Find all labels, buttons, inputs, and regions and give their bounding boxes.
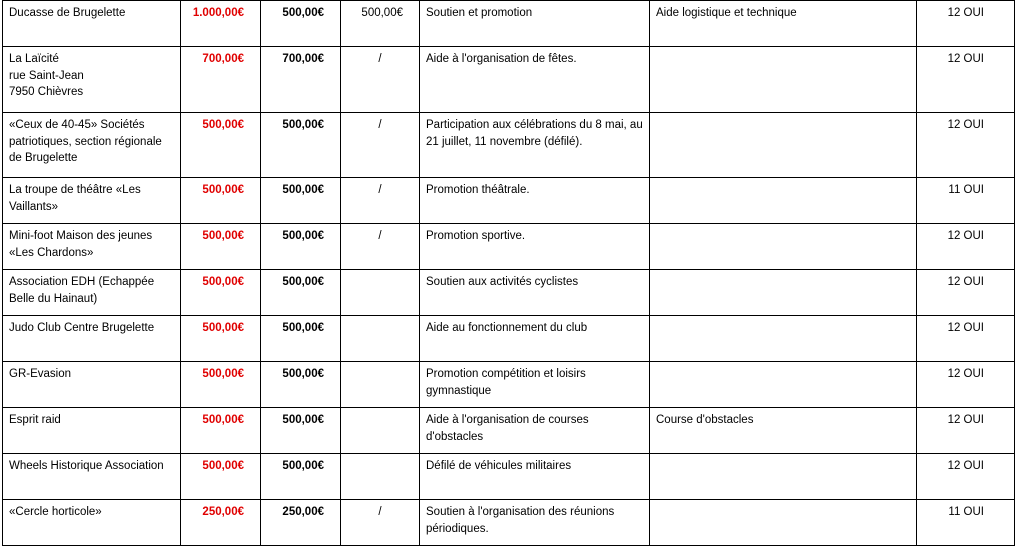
- requested-amount: 500,00€: [181, 362, 261, 408]
- subsidy-table: [2, 0, 1015, 546]
- table-row: [3, 224, 1015, 270]
- other-amount: [341, 454, 420, 500]
- vote-result: 12 OUI: [917, 270, 1015, 316]
- vote-result: 12 OUI: [917, 408, 1015, 454]
- proposed-amount: 500,00€: [261, 178, 341, 224]
- vote-result: 12 OUI: [917, 47, 1015, 113]
- remark-text: [650, 362, 917, 408]
- organization-name: Esprit raid: [3, 408, 181, 454]
- organization-name: La Laïcité rue Saint-Jean 7950 Chièvres: [3, 47, 181, 113]
- proposed-amount: 250,00€: [261, 500, 341, 546]
- proposed-amount: 500,00€: [261, 224, 341, 270]
- other-amount: [341, 408, 420, 454]
- table-row: [3, 362, 1015, 408]
- purpose-text: Soutien à l'organisation des réunions périodiques.: [420, 500, 650, 546]
- purpose-text: Aide au fonctionnement du club: [420, 316, 650, 362]
- proposed-amount: 500,00€: [261, 113, 341, 178]
- proposed-amount: 500,00€: [261, 270, 341, 316]
- vote-result: 12 OUI: [917, 316, 1015, 362]
- requested-amount: 500,00€: [181, 270, 261, 316]
- remark-text: [650, 178, 917, 224]
- requested-amount: 500,00€: [181, 113, 261, 178]
- proposed-amount: 500,00€: [261, 454, 341, 500]
- requested-amount: 500,00€: [181, 316, 261, 362]
- proposed-amount: 500,00€: [261, 408, 341, 454]
- purpose-text: Aide à l'organisation de courses d'obstacles: [420, 408, 650, 454]
- organization-name: Judo Club Centre Brugelette: [3, 316, 181, 362]
- proposed-amount: 500,00€: [261, 1, 341, 47]
- other-amount: [341, 316, 420, 362]
- table-row: [3, 316, 1015, 362]
- requested-amount: 700,00€: [181, 47, 261, 113]
- requested-amount: 1.000,00€: [181, 1, 261, 47]
- proposed-amount: 500,00€: [261, 362, 341, 408]
- vote-result: 12 OUI: [917, 362, 1015, 408]
- requested-amount: 500,00€: [181, 454, 261, 500]
- other-amount: 500,00€: [341, 1, 420, 47]
- organization-name: Association EDH (Echappée Belle du Hainaut): [3, 270, 181, 316]
- organization-name: La troupe de théâtre «Les Vaillants»: [3, 178, 181, 224]
- remark-text: Course d'obstacles: [650, 408, 917, 454]
- purpose-text: Défilé de véhicules militaires: [420, 454, 650, 500]
- purpose-text: Promotion sportive.: [420, 224, 650, 270]
- vote-result: 12 OUI: [917, 1, 1015, 47]
- table-row: [3, 408, 1015, 454]
- remark-text: [650, 270, 917, 316]
- other-amount: /: [341, 500, 420, 546]
- organization-name: «Ceux de 40-45» Sociétés patriotiques, section régionale de Brugelette: [3, 113, 181, 178]
- table-body: [3, 1, 1015, 546]
- table-row: [3, 178, 1015, 224]
- table-row: [3, 47, 1015, 113]
- requested-amount: 500,00€: [181, 178, 261, 224]
- table-row: [3, 113, 1015, 178]
- table-row: [3, 270, 1015, 316]
- purpose-text: Soutien et promotion: [420, 1, 650, 47]
- vote-result: 12 OUI: [917, 454, 1015, 500]
- requested-amount: 250,00€: [181, 500, 261, 546]
- organization-name: GR-Evasion: [3, 362, 181, 408]
- vote-result: 12 OUI: [917, 224, 1015, 270]
- remark-text: [650, 454, 917, 500]
- other-amount: /: [341, 113, 420, 178]
- proposed-amount: 500,00€: [261, 316, 341, 362]
- remark-text: Aide logistique et technique: [650, 1, 917, 47]
- requested-amount: 500,00€: [181, 408, 261, 454]
- table-row: [3, 454, 1015, 500]
- remark-text: [650, 47, 917, 113]
- purpose-text: Aide à l'organisation de fêtes.: [420, 47, 650, 113]
- purpose-text: Participation aux célébrations du 8 mai, au 21 juillet, 11 novembre (défilé).: [420, 113, 650, 178]
- remark-text: [650, 500, 917, 546]
- other-amount: [341, 362, 420, 408]
- organization-name: «Cercle horticole»: [3, 500, 181, 546]
- organization-name: Ducasse de Brugelette: [3, 1, 181, 47]
- proposed-amount: 700,00€: [261, 47, 341, 113]
- table-row: [3, 1, 1015, 47]
- purpose-text: Promotion théâtrale.: [420, 178, 650, 224]
- organization-name: Wheels Historique Association: [3, 454, 181, 500]
- remark-text: [650, 113, 917, 178]
- vote-result: 11 OUI: [917, 500, 1015, 546]
- vote-result: 12 OUI: [917, 113, 1015, 178]
- purpose-text: Soutien aux activités cyclistes: [420, 270, 650, 316]
- other-amount: [341, 270, 420, 316]
- vote-result: 11 OUI: [917, 178, 1015, 224]
- purpose-text: Promotion compétition et loisirs gymnastique: [420, 362, 650, 408]
- table-row: [3, 500, 1015, 546]
- other-amount: /: [341, 224, 420, 270]
- remark-text: [650, 316, 917, 362]
- organization-name: Mini-foot Maison des jeunes «Les Chardons»: [3, 224, 181, 270]
- remark-text: [650, 224, 917, 270]
- other-amount: /: [341, 178, 420, 224]
- requested-amount: 500,00€: [181, 224, 261, 270]
- other-amount: /: [341, 47, 420, 113]
